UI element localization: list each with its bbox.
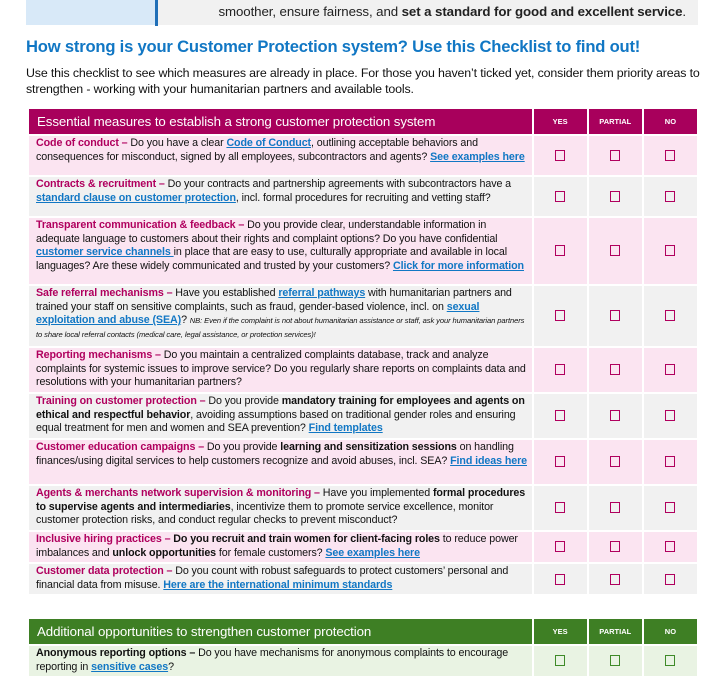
checkbox-partial[interactable] (610, 655, 620, 666)
checkbox-no[interactable] (665, 150, 675, 161)
question-text: Do you provide clear, understandable information in adequate language to customers about their rights and complaint options? Do you have confidential (36, 219, 498, 245)
checkbox-yes[interactable] (555, 655, 565, 666)
checkbox-partial[interactable] (610, 456, 620, 467)
question-label: Training on customer protection – (36, 395, 206, 407)
checkbox-no[interactable] (665, 364, 675, 375)
checkbox-no[interactable] (665, 310, 675, 321)
checkbox-yes[interactable] (555, 541, 565, 552)
checkbox-no[interactable] (665, 541, 675, 552)
checkbox-partial[interactable] (610, 150, 620, 161)
answer-cell-yes (534, 532, 587, 562)
question-text: in place that are easy to use, culturally appropriate and available in local languages? Are these widely communicated and trusted by your customers? (36, 246, 508, 272)
checkbox-partial[interactable] (610, 410, 620, 421)
previous-section-divider (155, 0, 158, 26)
question-label: Agents & merchants network supervision & monitoring – (36, 487, 320, 499)
additional-header-title: Additional opportunities to strengthen customer protection (29, 619, 532, 644)
checkbox-partial[interactable] (610, 574, 620, 585)
checkbox-no[interactable] (665, 502, 675, 513)
resource-link[interactable]: Here are the international minimum standards (163, 578, 393, 591)
intro-paragraph: Use this checklist to see which measures are already in place. For those you haven’t ticked yet, consider them priority areas to strengthen - working with your humanitarian partners and available tools. (26, 66, 700, 96)
resource-link[interactable]: Click for more information (392, 259, 524, 272)
question-text: Do you provide (204, 441, 281, 453)
checkbox-partial[interactable] (610, 191, 620, 202)
checkbox-no[interactable] (665, 655, 675, 666)
note-text: NB: Even if the complaint is not about humanitarian assistance or staff, ask your humanitarian partners to share local referral contacts (medical care, legal assistance, or protection services)! (36, 316, 525, 339)
question-text: ? (181, 314, 190, 327)
question-text: , incentivize them to promote service excellence, monitor customer protection risks, and conduct regular checks to prevent misconduct? (36, 500, 494, 527)
essential-header-title: Essential measures to establish a strong customer protection system (29, 109, 532, 134)
checkbox-partial[interactable] (610, 310, 620, 321)
resource-link[interactable]: See examples here (430, 150, 525, 163)
resource-link[interactable]: customer service channels (36, 246, 174, 259)
answer-cell-partial (589, 286, 642, 346)
question-text: for female customers? (216, 546, 326, 559)
checkbox-partial[interactable] (610, 364, 620, 375)
answer-cell-partial (589, 440, 642, 484)
column-partial: PARTIAL (589, 109, 642, 134)
answer-cell-yes (534, 564, 587, 594)
checklist-question (29, 394, 532, 438)
checklist-row (29, 532, 697, 562)
question-text: Do you maintain a centralized complaints database, track and analyze complaints for systemic issues to improve service? Do you regularly share reports on complaints data and resolutions with your humanitarian partners? (36, 349, 526, 389)
checklist-question (29, 440, 532, 484)
checkbox-yes[interactable] (555, 191, 565, 202)
checkbox-yes[interactable] (555, 310, 565, 321)
checklist-question (29, 348, 532, 392)
table-header-row (29, 619, 697, 644)
emphasis-text: learning and sensitization sessions (280, 441, 457, 453)
column-yes: YES (534, 109, 587, 134)
checklist-question (29, 177, 532, 216)
checklist-question (29, 218, 532, 284)
checklist-row (29, 564, 697, 594)
checklist-question (29, 532, 532, 562)
question-label: Contracts & recruitment – (36, 178, 165, 190)
resource-link[interactable]: Code of Conduct (226, 137, 312, 149)
answer-cell-no (644, 564, 697, 594)
column-no: NO (644, 109, 697, 134)
answer-cell-no (644, 177, 697, 216)
question-text: with humanitarian partners and trained your staff on sensitive complaints, such as fraud, gender-based violence, incl. on (36, 287, 512, 313)
answer-cell-partial (589, 136, 642, 175)
checkbox-no[interactable] (665, 456, 675, 467)
question-text: on handling finances/using digital services to help customers recognize and avoid abuses, incl. SEA? (36, 441, 514, 467)
answer-cell-yes (534, 136, 587, 175)
checkbox-no[interactable] (665, 410, 675, 421)
checkbox-yes[interactable] (555, 150, 565, 161)
checklist-row (29, 136, 697, 175)
question-text: to reduce power imbalances and (36, 533, 518, 559)
table-header-row (29, 109, 697, 134)
essential-rows (29, 136, 697, 594)
question-text: ? (168, 660, 174, 673)
question-text: Do you count with robust safeguards to protect customers’ personal and financial data from misuse. (36, 565, 509, 591)
checkbox-no[interactable] (665, 245, 675, 256)
checklist-question (29, 486, 532, 530)
answer-cell-no (644, 646, 697, 676)
checkbox-partial[interactable] (610, 502, 620, 513)
question-label: Customer education campaigns – (36, 441, 205, 453)
checklist-row (29, 440, 697, 484)
checklist-question (29, 564, 532, 594)
answer-cell-yes (534, 486, 587, 530)
checklist-row (29, 394, 697, 438)
answer-cell-partial (589, 394, 642, 438)
checklist-row (29, 646, 697, 676)
question-label: Inclusive hiring practices – (36, 533, 171, 545)
question-text: Do you have mechanisms for anonymous complaints to encourage reporting in (36, 647, 509, 673)
additional-opportunities-table (27, 617, 699, 678)
checkbox-yes[interactable] (555, 410, 565, 421)
resource-link[interactable]: standard clause on customer protection (36, 191, 236, 204)
answer-cell-partial (589, 177, 642, 216)
answer-cell-partial (589, 564, 642, 594)
question-text: Do you have a clear (127, 137, 227, 149)
question-text: Do your contracts and partnership agreements with subcontractors have a (164, 178, 512, 190)
checkbox-no[interactable] (665, 191, 675, 202)
checklist-row (29, 486, 697, 530)
answer-cell-yes (534, 348, 587, 392)
column-yes: YES (534, 619, 587, 644)
answer-cell-partial (589, 348, 642, 392)
answer-cell-partial (589, 218, 642, 284)
answer-cell-no (644, 218, 697, 284)
checkbox-partial[interactable] (610, 541, 620, 552)
answer-cell-yes (534, 177, 587, 216)
question-label: Code of conduct – (36, 137, 128, 149)
checkbox-yes[interactable] (555, 245, 565, 256)
resource-link[interactable]: sensitive cases (91, 660, 169, 673)
answer-cell-no (644, 286, 697, 346)
previous-section-sidebar (26, 0, 155, 25)
question-text: , avoiding assumptions based on traditional gender roles and ensuring equal treatment for men and women and SEA prevention? (36, 408, 516, 435)
column-partial: PARTIAL (589, 619, 642, 644)
resource-link[interactable]: sexual exploitation and abuse (SEA) (36, 300, 480, 327)
additional-rows (29, 646, 697, 676)
checkbox-yes[interactable] (555, 364, 565, 375)
answer-cell-yes (534, 394, 587, 438)
answer-cell-partial (589, 532, 642, 562)
checkbox-yes[interactable] (555, 456, 565, 467)
checklist-row (29, 286, 697, 346)
resource-link[interactable]: See examples here (325, 546, 420, 559)
resource-link[interactable]: referral pathways (278, 287, 366, 299)
emphasis-text: Do you recruit and train women for client-facing roles (170, 533, 440, 545)
checklist-row (29, 218, 697, 284)
answer-cell-no (644, 486, 697, 530)
question-text: Do you provide (205, 395, 282, 407)
question-text: Have you implemented (319, 487, 433, 499)
question-label: Anonymous reporting options – (36, 647, 196, 659)
checklist-question (29, 136, 532, 175)
question-text: , outlining acceptable behaviors and consequences for misconduct, signed by all employees, subcontractors and agents? (36, 137, 478, 163)
question-text: , incl. formal procedures for recruiting and vetting staff? (235, 191, 491, 204)
question-label: Customer data protection – (36, 565, 173, 578)
answer-cell-no (644, 440, 697, 484)
emphasis-text: mandatory training for employees and agents on ethical and respectful behavior (36, 395, 525, 421)
essential-measures-table (27, 107, 699, 596)
answer-cell-no (644, 136, 697, 175)
checkbox-yes[interactable] (555, 574, 565, 585)
answer-cell-yes (534, 440, 587, 484)
answer-cell-yes (534, 646, 587, 676)
page-title: How strong is your Customer Protection system? Use this Checklist to find out! (26, 37, 641, 56)
answer-cell-no (644, 394, 697, 438)
emphasis-text: unlock opportunities (112, 546, 217, 559)
previous-section-text: smoother, ensure fairness, and set a standard for good and excellent service. (218, 4, 686, 19)
question-label: Reporting mechanisms – (36, 349, 161, 361)
column-no: NO (644, 619, 697, 644)
emphasis-text: formal procedures to supervise agents and intermediaries (36, 487, 526, 513)
question-text: Have you established (172, 287, 279, 299)
checklist-row (29, 177, 697, 216)
question-label: Safe referral mechanisms – (36, 287, 173, 299)
answer-cell-partial (589, 486, 642, 530)
resource-link[interactable]: Find templates (308, 422, 383, 435)
answer-cell-yes (534, 286, 587, 346)
checklist-question (29, 286, 532, 346)
question-label: Transparent communication & feedback – (36, 219, 245, 231)
checklist-question (29, 646, 532, 676)
checklist-row (29, 348, 697, 392)
checkbox-partial[interactable] (610, 245, 620, 256)
checkbox-yes[interactable] (555, 502, 565, 513)
answer-cell-partial (589, 646, 642, 676)
answer-cell-yes (534, 218, 587, 284)
answer-cell-no (644, 532, 697, 562)
answer-cell-no (644, 348, 697, 392)
checkbox-no[interactable] (665, 574, 675, 585)
resource-link[interactable]: Find ideas here (450, 454, 527, 467)
